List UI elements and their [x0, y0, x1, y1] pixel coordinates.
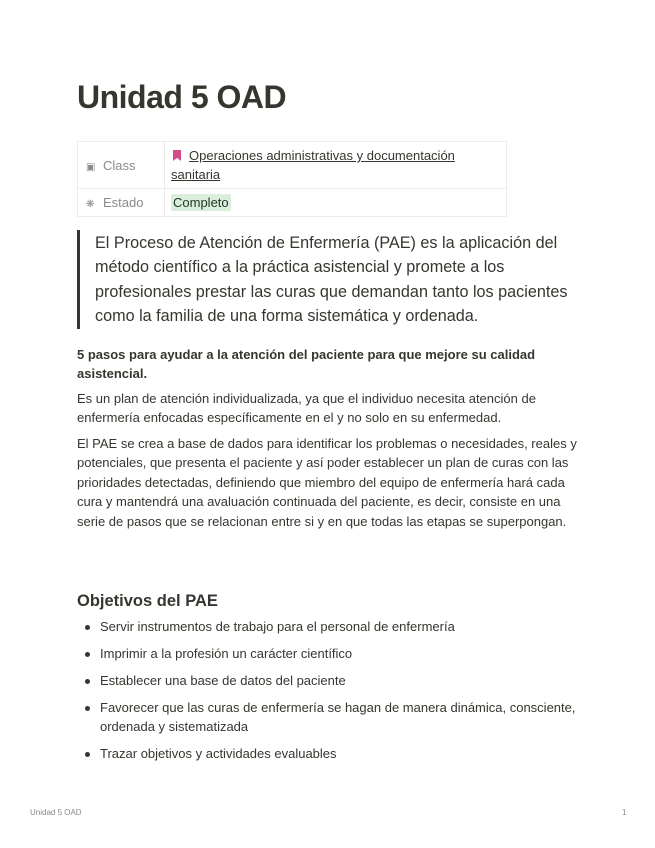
bullet-icon: [85, 652, 90, 657]
list-item-text: Imprimir a la profesión un carácter científico: [100, 646, 353, 661]
property-row-class: [78, 142, 507, 189]
bullet-icon: [85, 625, 90, 630]
page-title: Unidad 5 OAD: [77, 79, 287, 115]
paragraph-1: Es un plan de atención individualizada, ya que el individuo necesita atención de enfermería enfocadas específicamente en el y no solo en su enfermedad.: [77, 391, 536, 426]
bullet-icon: [85, 679, 90, 684]
status-badge[interactable]: Completo: [173, 195, 229, 210]
class-link[interactable]: Operaciones administrativas y documentación sanitaria: [171, 148, 455, 182]
list-item-text: Servir instrumentos de trabajo para el personal de enfermería: [100, 619, 455, 634]
list-item: [77, 671, 582, 690]
objectives-list: [77, 617, 582, 771]
properties-table: [77, 141, 507, 217]
property-value-class[interactable]: [165, 142, 507, 189]
list-item: [77, 617, 582, 636]
list-item: [77, 698, 582, 737]
property-row-estado: [78, 189, 507, 217]
property-value-estado[interactable]: [165, 189, 507, 217]
bullet-icon: [85, 706, 90, 711]
bold-paragraph: 5 pasos para ayudar a la atención del paciente para que mejore su calidad asistencial.: [77, 347, 536, 382]
property-name-class: [78, 142, 165, 189]
property-name-estado: [78, 189, 165, 217]
list-item-text: Favorecer que las curas de enfermería se hagan de manera dinámica, consciente, ordenada y sistematizada: [100, 700, 576, 735]
paragraph-2: El PAE se crea a base de dados para identificar los problemas o necesidades, reales y potenciales, que presenta el paciente y así poder establecer un plan de curas con las prioridades detectadas, definiendo que miembro del equipo de enfermería hará cada cura y mantendrá una avaluación continuada del paciente, es decir, consiste en una serie de pasos que se relacionan entre si y en que todas las etapas se superpongan.: [77, 436, 577, 529]
list-item: [77, 644, 582, 663]
list-item-text: Trazar objetivos y actividades evaluables: [100, 746, 337, 762]
footer-title: Unidad 5 OAD: [30, 808, 82, 817]
objectives-heading: Objetivos del PAE: [77, 592, 218, 610]
property-label: Class: [103, 157, 136, 173]
loading-icon: ❋: [86, 199, 95, 210]
bullet-icon: [85, 752, 90, 757]
list-item-text: Establecer una base de datos del paciente: [100, 673, 346, 688]
footer-page-number: 1: [622, 808, 627, 817]
quote-block: El Proceso de Atención de Enfermería (PAE) es la aplicación del método científico a la práctica asistencial y promete a los profesionales prestar las curas que demandan tanto los pacientes como la familia de una forma sistemática y ordenada.: [77, 230, 582, 329]
list-item: [77, 744, 582, 763]
book-icon: ▣: [86, 161, 96, 173]
bookmark-icon: [173, 150, 181, 161]
property-label: Estado: [103, 195, 144, 210]
